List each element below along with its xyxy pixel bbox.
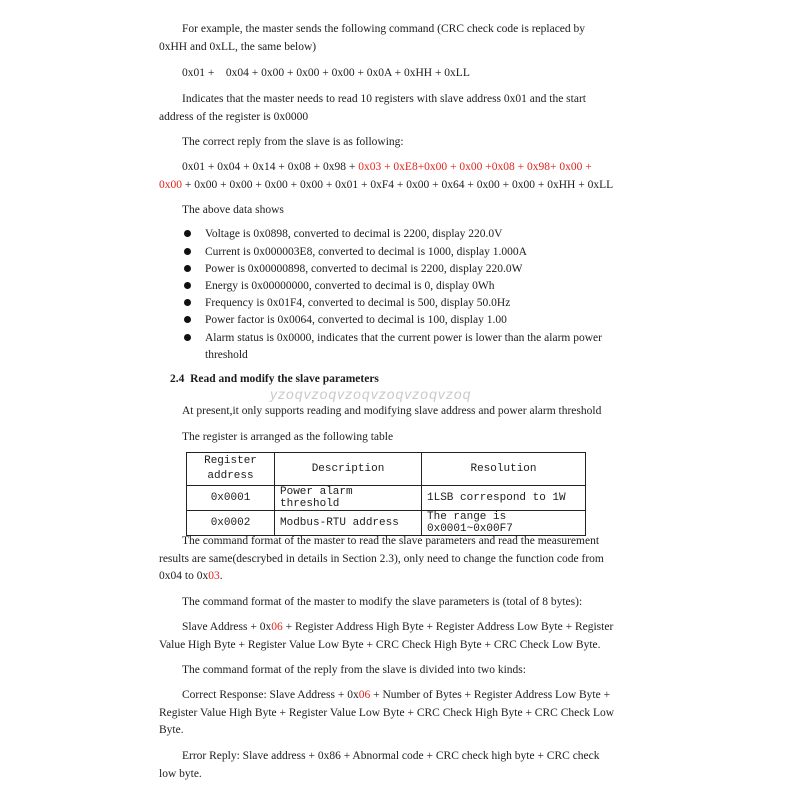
reply-kinds: The command format of the reply from the slave is divided into two kinds:: [182, 664, 526, 676]
error-reply-line-1: Error Reply: Slave address + 0x86 + Abnormal code + CRC check high byte + CRC check: [182, 750, 600, 762]
bullet-dot: [184, 299, 191, 306]
table-cell: 1LSB correspond to 1W: [422, 486, 586, 511]
read-format-line-2: results are same(descrybed in details in Section 2.3), only need to change the function code from: [159, 553, 604, 565]
reply-line-1: [182, 160, 592, 174]
modify-format: The command format of the master to modify the slave parameters is (total of 8 bytes):: [182, 596, 583, 608]
table-header-description: Description: [275, 453, 422, 486]
bullet-dot: [184, 282, 191, 289]
indicates-line-2: address of the register is 0x0000: [159, 111, 309, 123]
bullet-power: Power is 0x00000898, converted to decimal is 2200, display 220.0W: [205, 263, 523, 275]
table-cell: 0x0001: [187, 486, 275, 511]
modify-function-code: 06: [271, 621, 283, 633]
section-heading: 2.4 Read and modify the slave parameters: [170, 373, 379, 385]
correct-response-line-2: Register Value High Byte + Register Value Low Byte + CRC Check High Byte + CRC Check Low: [159, 707, 615, 719]
modify-command-line-1: [182, 620, 613, 634]
read-format-line-3: [159, 569, 223, 583]
read-format-line-1: The command format of the master to read the slave parameters and read the measurement: [182, 535, 600, 547]
table-cell: 0x0002: [187, 511, 275, 536]
table-row: [187, 486, 586, 511]
correct-response-function-code: 06: [358, 689, 371, 701]
reply-line-1-red: 0x03 + 0xE8+0x00 + 0x00 +0x08 + 0x98+ 0x00 +: [358, 161, 592, 173]
intro-line-2: 0xHH and 0xLL, the same below): [159, 41, 317, 53]
table-cell: Modbus-RTU address: [275, 511, 422, 536]
bullet-dot: [184, 248, 191, 255]
table-cell: Power alarm threshold: [275, 486, 422, 511]
command-example: 0x01 + 0x04 + 0x00 + 0x00 + 0x00 + 0x0A + 0xHH + 0xLL: [182, 67, 470, 79]
function-code-highlight: 03: [208, 570, 220, 582]
bullet-dot: [184, 316, 191, 323]
bullet-dot: [184, 265, 191, 272]
table-header-resolution: Resolution: [422, 453, 586, 486]
bullet-dot: [184, 334, 191, 341]
bullet-current: Current is 0x000003E8, converted to decimal is 1000, display 1.000A: [205, 246, 527, 258]
bullet-frequency: Frequency is 0x01F4, converted to decimal is 500, display 50.0Hz: [205, 297, 511, 309]
reply-line-2: [159, 178, 613, 192]
read-format-line-3-black: 0x04 to 0x: [159, 570, 209, 582]
bullet-energy: Energy is 0x00000000, converted to decimal is 0, display 0Wh: [205, 280, 495, 292]
error-reply-line-2: low byte.: [159, 768, 202, 780]
correct-response-line-3: Byte.: [159, 724, 184, 736]
table-header-register-address: Register address: [187, 453, 275, 486]
correct-response-line-1: [182, 688, 610, 702]
intro-line-1: For example, the master sends the following command (CRC check code is replaced by: [182, 23, 586, 35]
bullet-dot: [184, 230, 191, 237]
bullet-alarm: Alarm status is 0x0000, indicates that the current power is lower than the alarm power: [205, 332, 602, 344]
bullet-power-factor: Power factor is 0x0064, converted to decimal is 100, display 1.00: [205, 314, 507, 326]
reply-line-2-red: 0x00: [159, 179, 182, 191]
modify-command-a: Slave Address + 0x: [182, 621, 272, 633]
reply-line-2-black: + 0x00 + 0x00 + 0x00 + 0x00 + 0x01 + 0xF4 + 0x00 + 0x64 + 0x00 + 0x00 + 0xHH + 0xLL: [182, 179, 614, 191]
table-row: [187, 511, 586, 536]
modify-command-b: + Register Address High Byte + Register Address Low Byte + Register: [282, 621, 614, 633]
data-shows: The above data shows: [182, 204, 284, 216]
register-table: [186, 452, 586, 536]
correct-response-b: + Number of Bytes + Register Address Low Byte +: [370, 689, 611, 701]
modify-command-line-2: Value High Byte + Register Value Low Byte + CRC Check High Byte + CRC Check Low Byte.: [159, 639, 601, 651]
reply-intro: The correct reply from the slave is as following:: [182, 136, 404, 148]
register-intro: The register is arranged as the following table: [182, 431, 394, 443]
bullet-voltage: Voltage is 0x0898, converted to decimal is 2200, display 220.0V: [205, 228, 503, 240]
table-header-row: [187, 453, 586, 486]
indicates-line-1: Indicates that the master needs to read 10 registers with slave address 0x01 and the start: [182, 93, 586, 105]
table-cell: The range is 0x0001~0x00F7: [422, 511, 586, 536]
at-present-text: At present,it only supports reading and modifying slave address and power alarm threshold: [182, 405, 602, 417]
bullet-alarm-continuation: threshold: [205, 349, 248, 361]
read-format-line-3-end: .: [219, 570, 223, 582]
reply-line-1-black: 0x01 + 0x04 + 0x14 + 0x08 + 0x98 +: [182, 161, 359, 173]
correct-response-a: Correct Response: Slave Address + 0x: [182, 689, 359, 701]
watermark: yzoqvzoqvzoqvzoqvzoqvzoq: [270, 386, 472, 402]
